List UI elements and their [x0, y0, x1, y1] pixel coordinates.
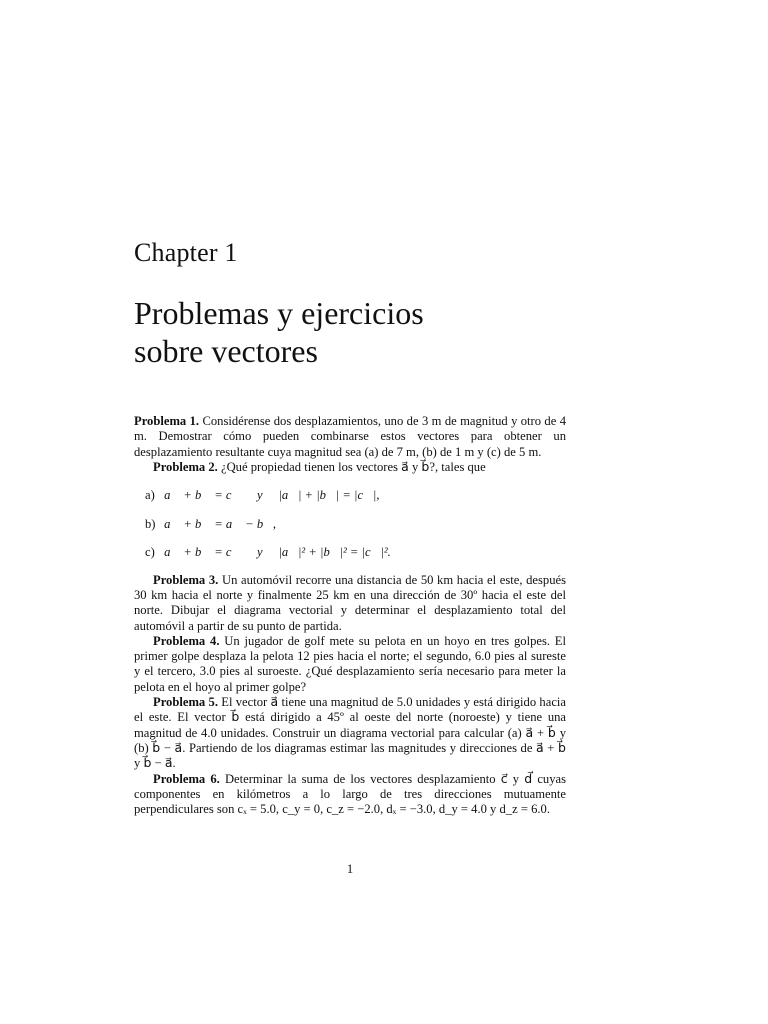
problem-1-heading: Problema 1.: [134, 414, 200, 428]
chapter-label: Chapter 1: [134, 238, 238, 267]
problem-4: [134, 634, 566, 695]
chapter-title-line2: sobre vectores: [134, 333, 318, 369]
problem-2-item-c: [145, 538, 566, 567]
problem-2: [134, 460, 566, 475]
page-number: 1: [346, 862, 354, 876]
item-label: c): [145, 545, 155, 560]
problem-1: [134, 414, 566, 460]
problem-4-text: Un jugador de golf mete su pelota en un hoyo en tres golpes. El primer golpe desplaza la pelota 12 pies hacia el norte; el segundo, 6.0 pies al sureste y el tercero, 3.0 pies al suroeste. ¿Qué desplazamiento sería necesario para meter la pelota en el hoyo al primer golpe?: [134, 633, 566, 694]
problem-6: [134, 772, 566, 818]
problem-2-heading: Problema 2.: [153, 459, 218, 474]
problem-3: [134, 573, 566, 634]
problem-5-heading: Problema 5.: [153, 695, 218, 710]
problem-3-heading: Problema 3.: [153, 572, 219, 587]
item-label: b): [145, 516, 156, 531]
item-expression: a⃗ + b⃗ = a⃗ − b⃗,: [164, 516, 277, 531]
problem-2-items: [145, 481, 566, 567]
problem-5-text: El vector a⃗ tiene una magnitud de 5.0 unidades y está dirigido hacia el este. El vector b⃗ está dirigido a 45º al oeste del norte (noroeste) y tiene una magnitud de 4.0 unidades. Construir un diagrama vectorial para calcular (a) a⃗ + b⃗ y (b) b⃗ − a⃗. Partiendo de los diagramas estimar las magnitudes y direcciones de a⃗ + b⃗ y b⃗ − a⃗.: [134, 695, 566, 771]
problem-2-item-b: [145, 510, 566, 539]
problem-6-text: Determinar la suma de los vectores desplazamiento c⃗ y d⃗ cuyas componentes en kilómetros a lo largo de tres direcciones mutuamente perpendiculares son cₓ = 5.0, c_y = 0, c_z = −2.0, dₓ = −3.0, d_y = 4.0 y d_z = 6.0.: [134, 771, 567, 817]
chapter-title-line1: Problemas y ejercicios: [134, 295, 424, 331]
item-expression: a⃗ + b⃗ = c⃗ y |a⃗| + |b⃗| = |c⃗|,: [164, 488, 380, 503]
problem-3-text: Un automóvil recorre una distancia de 50 km hacia el este, después 30 km hacia el norte y finalmente 25 km en una dirección de 30º hacia el este del norte. Dibujar el diagrama vectorial y determinar el desplazamiento total del automóvil a partir de su punto de partida.: [134, 572, 566, 633]
problem-6-heading: Problema 6.: [153, 771, 220, 786]
problem-5: [134, 695, 566, 771]
problem-2-item-a: [145, 481, 566, 510]
item-expression: a⃗ + b⃗ = c⃗ y |a⃗|² + |b⃗|² = |c⃗|².: [164, 545, 391, 560]
problem-2-text: ¿Qué propiedad tienen los vectores a⃗ y b⃗?, tales que: [220, 459, 486, 474]
problems-body: [134, 414, 566, 817]
item-label: a): [145, 488, 155, 503]
chapter-title: [134, 294, 424, 370]
problem-4-heading: Problema 4.: [153, 633, 220, 648]
problem-1-text: Considérense dos desplazamientos, uno de 3 m de magnitud y otro de 4 m. Demostrar cómo pueden combinarse estos vectores para obtener un desplazamiento resultante cuya magnitud sea (a) de 7 m, (b) de 1 m y (c) de 5 m.: [134, 414, 567, 459]
